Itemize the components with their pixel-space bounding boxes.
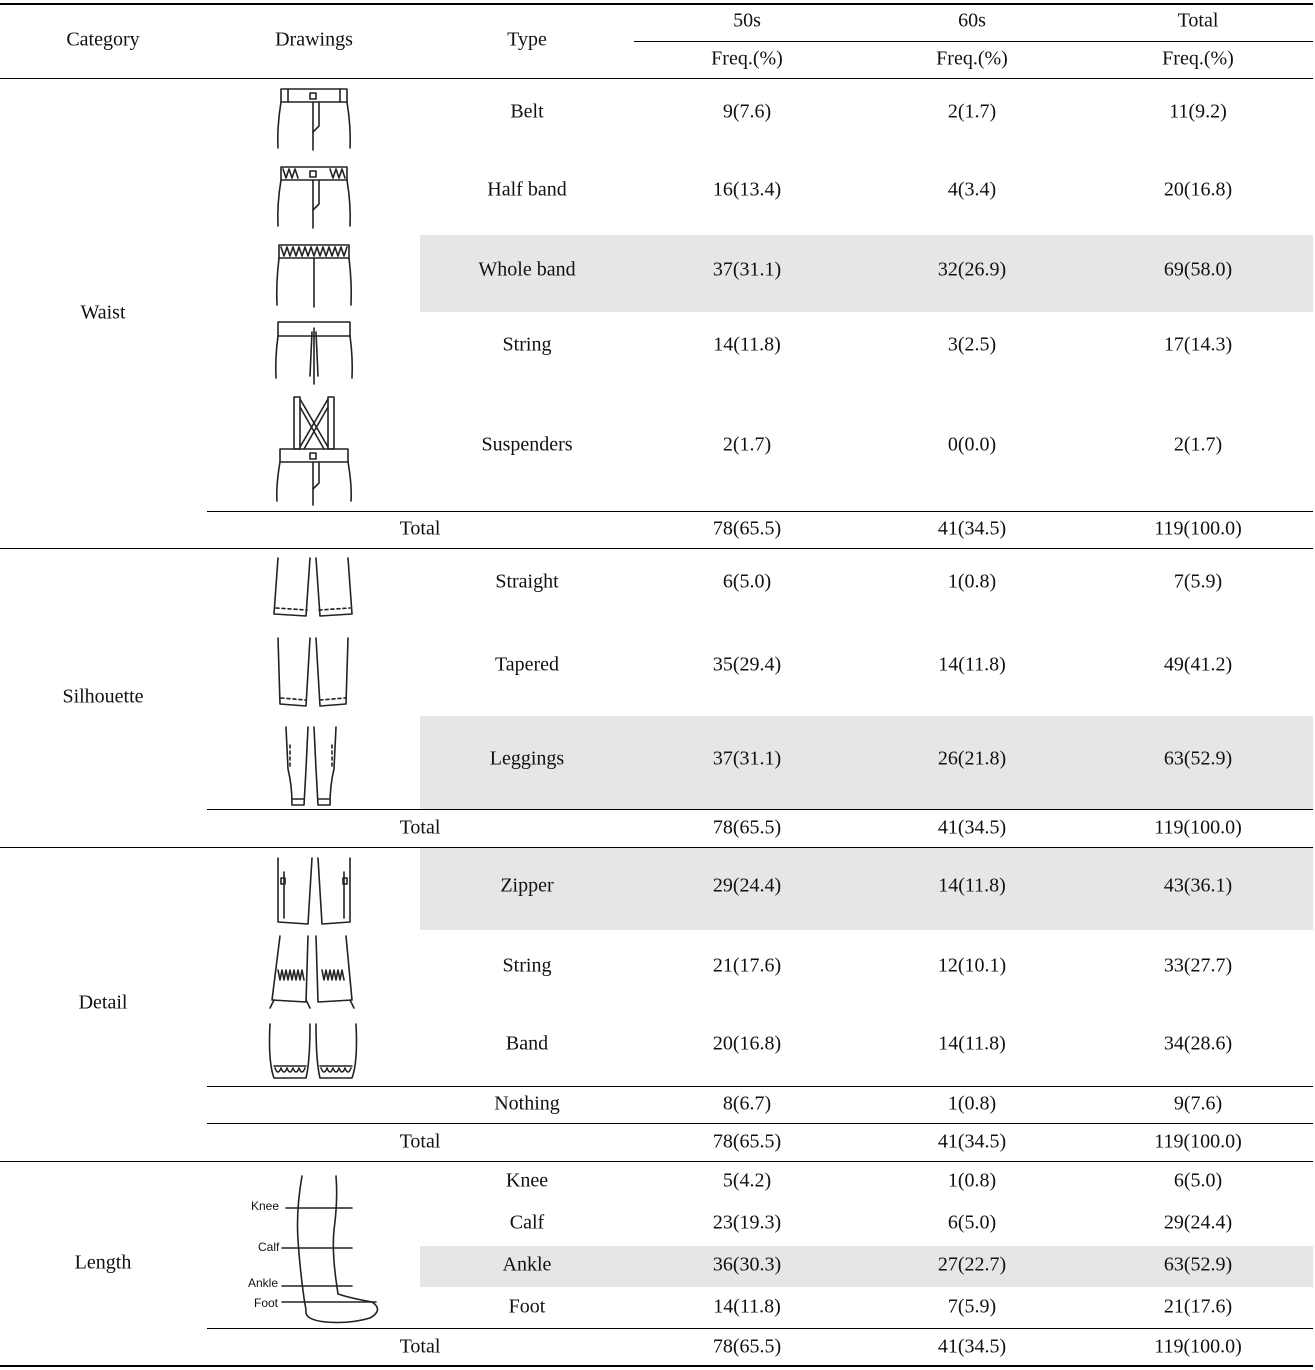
bottom-rule [0, 1365, 1313, 1367]
freq-60s-cell: 4(3.4) [947, 178, 997, 201]
freq-60s-cell: 2(1.7) [947, 100, 997, 123]
freq-50s-cell: 16(13.4) [712, 178, 782, 201]
freq-60s-cell: 14(11.8) [938, 653, 1006, 676]
total-all: 119(100.0) [1154, 816, 1242, 839]
category-length: Length [74, 1251, 132, 1274]
type-cell: Band [505, 1032, 549, 1055]
zipper-detail-drawing [272, 856, 356, 928]
type-cell: Belt [510, 100, 544, 123]
freq-total-cell: 63(52.9) [1163, 1253, 1233, 1276]
freq-total-cell: 33(27.7) [1163, 954, 1233, 977]
diagram-label-calf: Calf [258, 1240, 280, 1254]
freq-50s-cell: 6(5.0) [722, 570, 772, 593]
header-type: Type [507, 28, 547, 51]
type-cell: Zipper [500, 874, 554, 897]
freq-total-cell: 21(17.6) [1163, 1295, 1233, 1318]
top-rule [0, 3, 1313, 5]
freq-total-cell: 6(5.0) [1173, 1169, 1223, 1192]
header-total: Total [1177, 9, 1219, 32]
freq-50s-cell: 20(16.8) [712, 1032, 782, 1055]
total-50s: 78(65.5) [712, 1130, 782, 1153]
total-label: Total [399, 816, 441, 839]
header-drawings: Drawings [275, 28, 353, 51]
freq-total-cell: 43(36.1) [1163, 874, 1233, 897]
freq-60s-cell: 6(5.0) [947, 1211, 997, 1234]
total-all: 119(100.0) [1154, 1130, 1242, 1153]
freq-60s-cell: 26(21.8) [937, 747, 1007, 770]
total-label: Total [399, 1335, 441, 1358]
type-cell: Tapered [494, 653, 560, 676]
header-freq-50s: Freq.(%) [711, 47, 783, 70]
freq-50s-cell: 37(31.1) [712, 747, 782, 770]
type-cell: Whole band [478, 258, 576, 281]
freq-total-cell: 17(14.3) [1163, 333, 1233, 356]
freq-60s-cell: 14(11.8) [938, 874, 1006, 897]
total-all: 119(100.0) [1154, 1335, 1242, 1358]
freq-60s-cell: 12(10.1) [937, 954, 1007, 977]
suspenders-drawing [272, 393, 356, 507]
freq-50s-cell: 21(17.6) [712, 954, 782, 977]
total-label: Total [399, 1130, 441, 1153]
category-detail: Detail [78, 991, 128, 1014]
type-cell: Calf [509, 1211, 545, 1234]
category-silhouette: Silhouette [62, 685, 144, 708]
freq-total-cell: 20(16.8) [1163, 178, 1233, 201]
detail-total-rule [207, 1123, 1313, 1124]
total-60s: 41(34.5) [937, 517, 1007, 540]
detail-section-rule [0, 1161, 1313, 1162]
freq-total-cell: 34(28.6) [1163, 1032, 1233, 1055]
half-band-waist-drawing [272, 164, 356, 230]
diagram-label-ankle: Ankle [248, 1276, 279, 1290]
freq-50s-cell: 8(6.7) [722, 1092, 772, 1115]
waist-section-rule [0, 548, 1313, 549]
total-50s: 78(65.5) [712, 1335, 782, 1358]
type-cell: Leggings [489, 747, 565, 770]
freq-50s-cell: 37(31.1) [712, 258, 782, 281]
total-60s: 41(34.5) [937, 1335, 1007, 1358]
header-60s: 60s [958, 9, 986, 32]
diagram-label-knee: Knee [251, 1199, 280, 1213]
header-freq-total: Freq.(%) [1162, 47, 1234, 70]
freq-total-cell: 63(52.9) [1163, 747, 1233, 770]
category-waist: Waist [80, 301, 126, 324]
freq-60s-cell: 3(2.5) [947, 333, 997, 356]
header-category: Category [66, 28, 140, 51]
freq-60s-cell: 1(0.8) [947, 1169, 997, 1192]
freq-50s-cell: 35(29.4) [712, 653, 782, 676]
type-cell: Suspenders [481, 433, 573, 456]
freq-total-cell: 9(7.6) [1173, 1092, 1223, 1115]
freq-50s-cell: 2(1.7) [722, 433, 772, 456]
leggings-silhouette-drawing [280, 725, 342, 809]
tapered-silhouette-drawing [270, 636, 356, 710]
type-cell: Ankle [502, 1253, 552, 1276]
total-60s: 41(34.5) [937, 816, 1007, 839]
detail-nothing-rule [207, 1086, 1313, 1087]
freq-total-cell: 69(58.0) [1163, 258, 1233, 281]
header-sub-rule [634, 41, 1313, 42]
freq-60s-cell: 14(11.8) [938, 1032, 1006, 1055]
freq-50s-cell: 23(19.3) [712, 1211, 782, 1234]
straight-silhouette-drawing [270, 556, 356, 622]
freq-50s-cell: 9(7.6) [722, 100, 772, 123]
freq-50s-cell: 5(4.2) [722, 1169, 772, 1192]
freq-50s-cell: 14(11.8) [713, 1295, 781, 1318]
freq-total-cell: 2(1.7) [1173, 433, 1223, 456]
freq-50s-cell: 29(24.4) [712, 874, 782, 897]
freq-60s-cell: 7(5.9) [947, 1295, 997, 1318]
freq-60s-cell: 32(26.9) [937, 258, 1007, 281]
silhouette-total-rule [207, 809, 1313, 810]
string-waist-drawing [272, 318, 356, 386]
type-cell: Knee [505, 1169, 549, 1192]
freq-60s-cell: 1(0.8) [947, 1092, 997, 1115]
freq-60s-cell: 1(0.8) [947, 570, 997, 593]
total-all: 119(100.0) [1154, 517, 1242, 540]
band-detail-drawing [266, 1022, 360, 1082]
total-label: Total [399, 517, 441, 540]
freq-total-cell: 11(9.2) [1169, 100, 1227, 123]
type-cell: Foot [508, 1295, 546, 1318]
freq-60s-cell: 0(0.0) [947, 433, 997, 456]
type-cell: Nothing [494, 1092, 560, 1115]
freq-total-cell: 7(5.9) [1173, 570, 1223, 593]
total-50s: 78(65.5) [712, 816, 782, 839]
total-50s: 78(65.5) [712, 517, 782, 540]
type-cell: String [502, 333, 552, 356]
freq-total-cell: 49(41.2) [1163, 653, 1233, 676]
freq-total-cell: 29(24.4) [1163, 1211, 1233, 1234]
header-bottom-rule [0, 78, 1313, 79]
string-detail-drawing [266, 934, 358, 1012]
waist-total-rule [207, 511, 1313, 512]
whole-band-waist-drawing [272, 241, 356, 309]
belt-waist-drawing [272, 86, 356, 152]
total-60s: 41(34.5) [937, 1130, 1007, 1153]
silhouette-section-rule [0, 847, 1313, 848]
type-cell: String [502, 954, 552, 977]
header-50s: 50s [733, 9, 761, 32]
freq-60s-cell: 27(22.7) [937, 1253, 1007, 1276]
diagram-label-foot: Foot [254, 1296, 279, 1310]
freq-50s-cell: 36(30.3) [712, 1253, 782, 1276]
header-freq-60s: Freq.(%) [936, 47, 1008, 70]
type-cell: Half band [487, 178, 567, 201]
freq-50s-cell: 14(11.8) [713, 333, 781, 356]
type-cell: Straight [495, 570, 559, 593]
